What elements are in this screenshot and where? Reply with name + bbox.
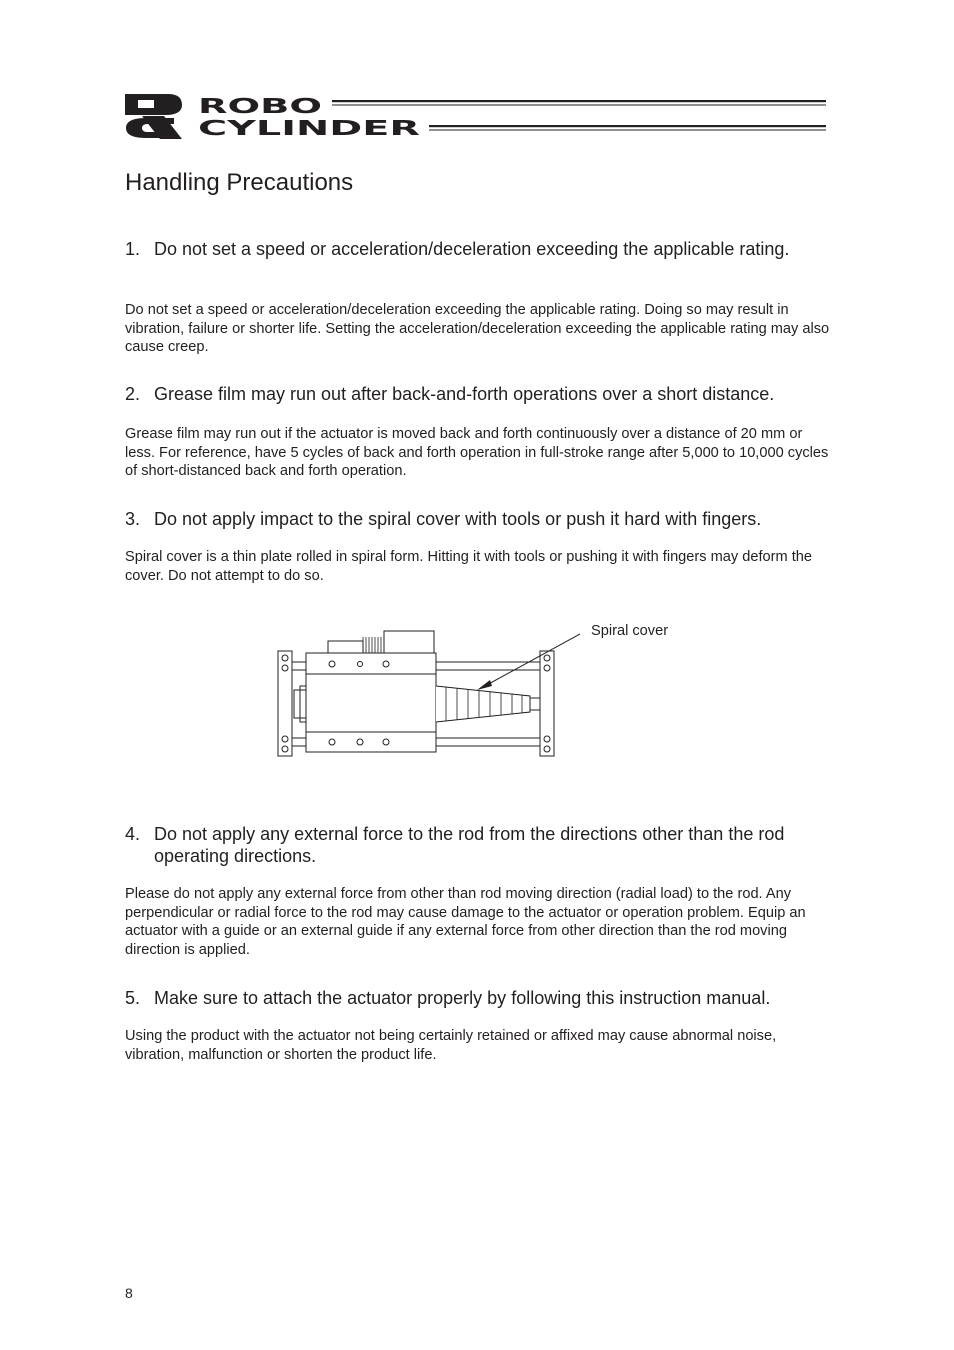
- section-heading-1: [125, 238, 835, 260]
- section-heading-text: Do not apply any external force to the rod from the directions other than the rod operating directions.: [154, 824, 785, 866]
- section-body-2: Grease film may run out if the actuator is moved back and forth continuously over a distance of 20 mm or less. For reference, have 5 cycles of back and forth operation in full-stroke range after 5,000 to 10,000 cycles of short-distanced back and forth operation.: [125, 426, 829, 480]
- actuator-drawing: [270, 616, 590, 766]
- page-number: 8: [125, 1285, 133, 1301]
- section-heading-5: [125, 987, 835, 1009]
- section-heading-text: Make sure to attach the actuator properly by following this instruction manual.: [154, 988, 771, 1008]
- section-heading-text: Grease film may run out after back-and-forth operations over a short distance.: [154, 384, 775, 404]
- section-body-5: Using the product with the actuator not being certainly retained or affixed may cause abnormal noise, vibration, malfunction or shorten the product life.: [125, 1028, 777, 1063]
- spiral-cover-label: Spiral cover: [591, 623, 669, 639]
- section-heading-4: [125, 823, 835, 867]
- section-heading-text: Do not apply impact to the spiral cover with tools or push it hard with fingers.: [154, 509, 762, 529]
- section-body-4: Please do not apply any external force from other than rod moving direction (radial load) to the rod. Any perpendicular or radial force to the rod may cause damage to the actuator or operation problem. Equip an actuator with a guide or an external guide if any external force from other direction than the rod moving direction is applied.: [125, 886, 806, 958]
- section-number: 4.: [125, 824, 141, 844]
- robo-cylinder-logo: [124, 92, 826, 140]
- section-number: 3.: [125, 509, 141, 529]
- section-heading-2: [125, 383, 835, 405]
- section-body-3: Spiral cover is a thin plate rolled in spiral form. Hitting it with tools or pushing it with fingers may deform the cover. Do not attempt to do so.: [125, 549, 813, 584]
- logo-text-robo: ROBO: [198, 94, 322, 118]
- section-number: 2.: [125, 384, 141, 404]
- header-logo: [124, 92, 826, 140]
- page-title: Handling Precautions: [125, 169, 354, 196]
- logo-text-cylinder: CYLINDER: [198, 116, 420, 140]
- section-heading-3: [125, 508, 835, 530]
- section-body-1: Do not set a speed or acceleration/deceleration exceeding the applicable rating. Doing so may result in vibration, failure or shorter life. Setting the acceleration/deceleration exceeding the applicable rating may also cause creep.: [125, 302, 830, 356]
- actuator-diagram: [270, 616, 590, 771]
- section-number: 1.: [125, 239, 141, 259]
- section-heading-text: Do not set a speed or acceleration/deceleration exceeding the applicable rating.: [154, 239, 790, 259]
- section-number: 5.: [125, 988, 141, 1008]
